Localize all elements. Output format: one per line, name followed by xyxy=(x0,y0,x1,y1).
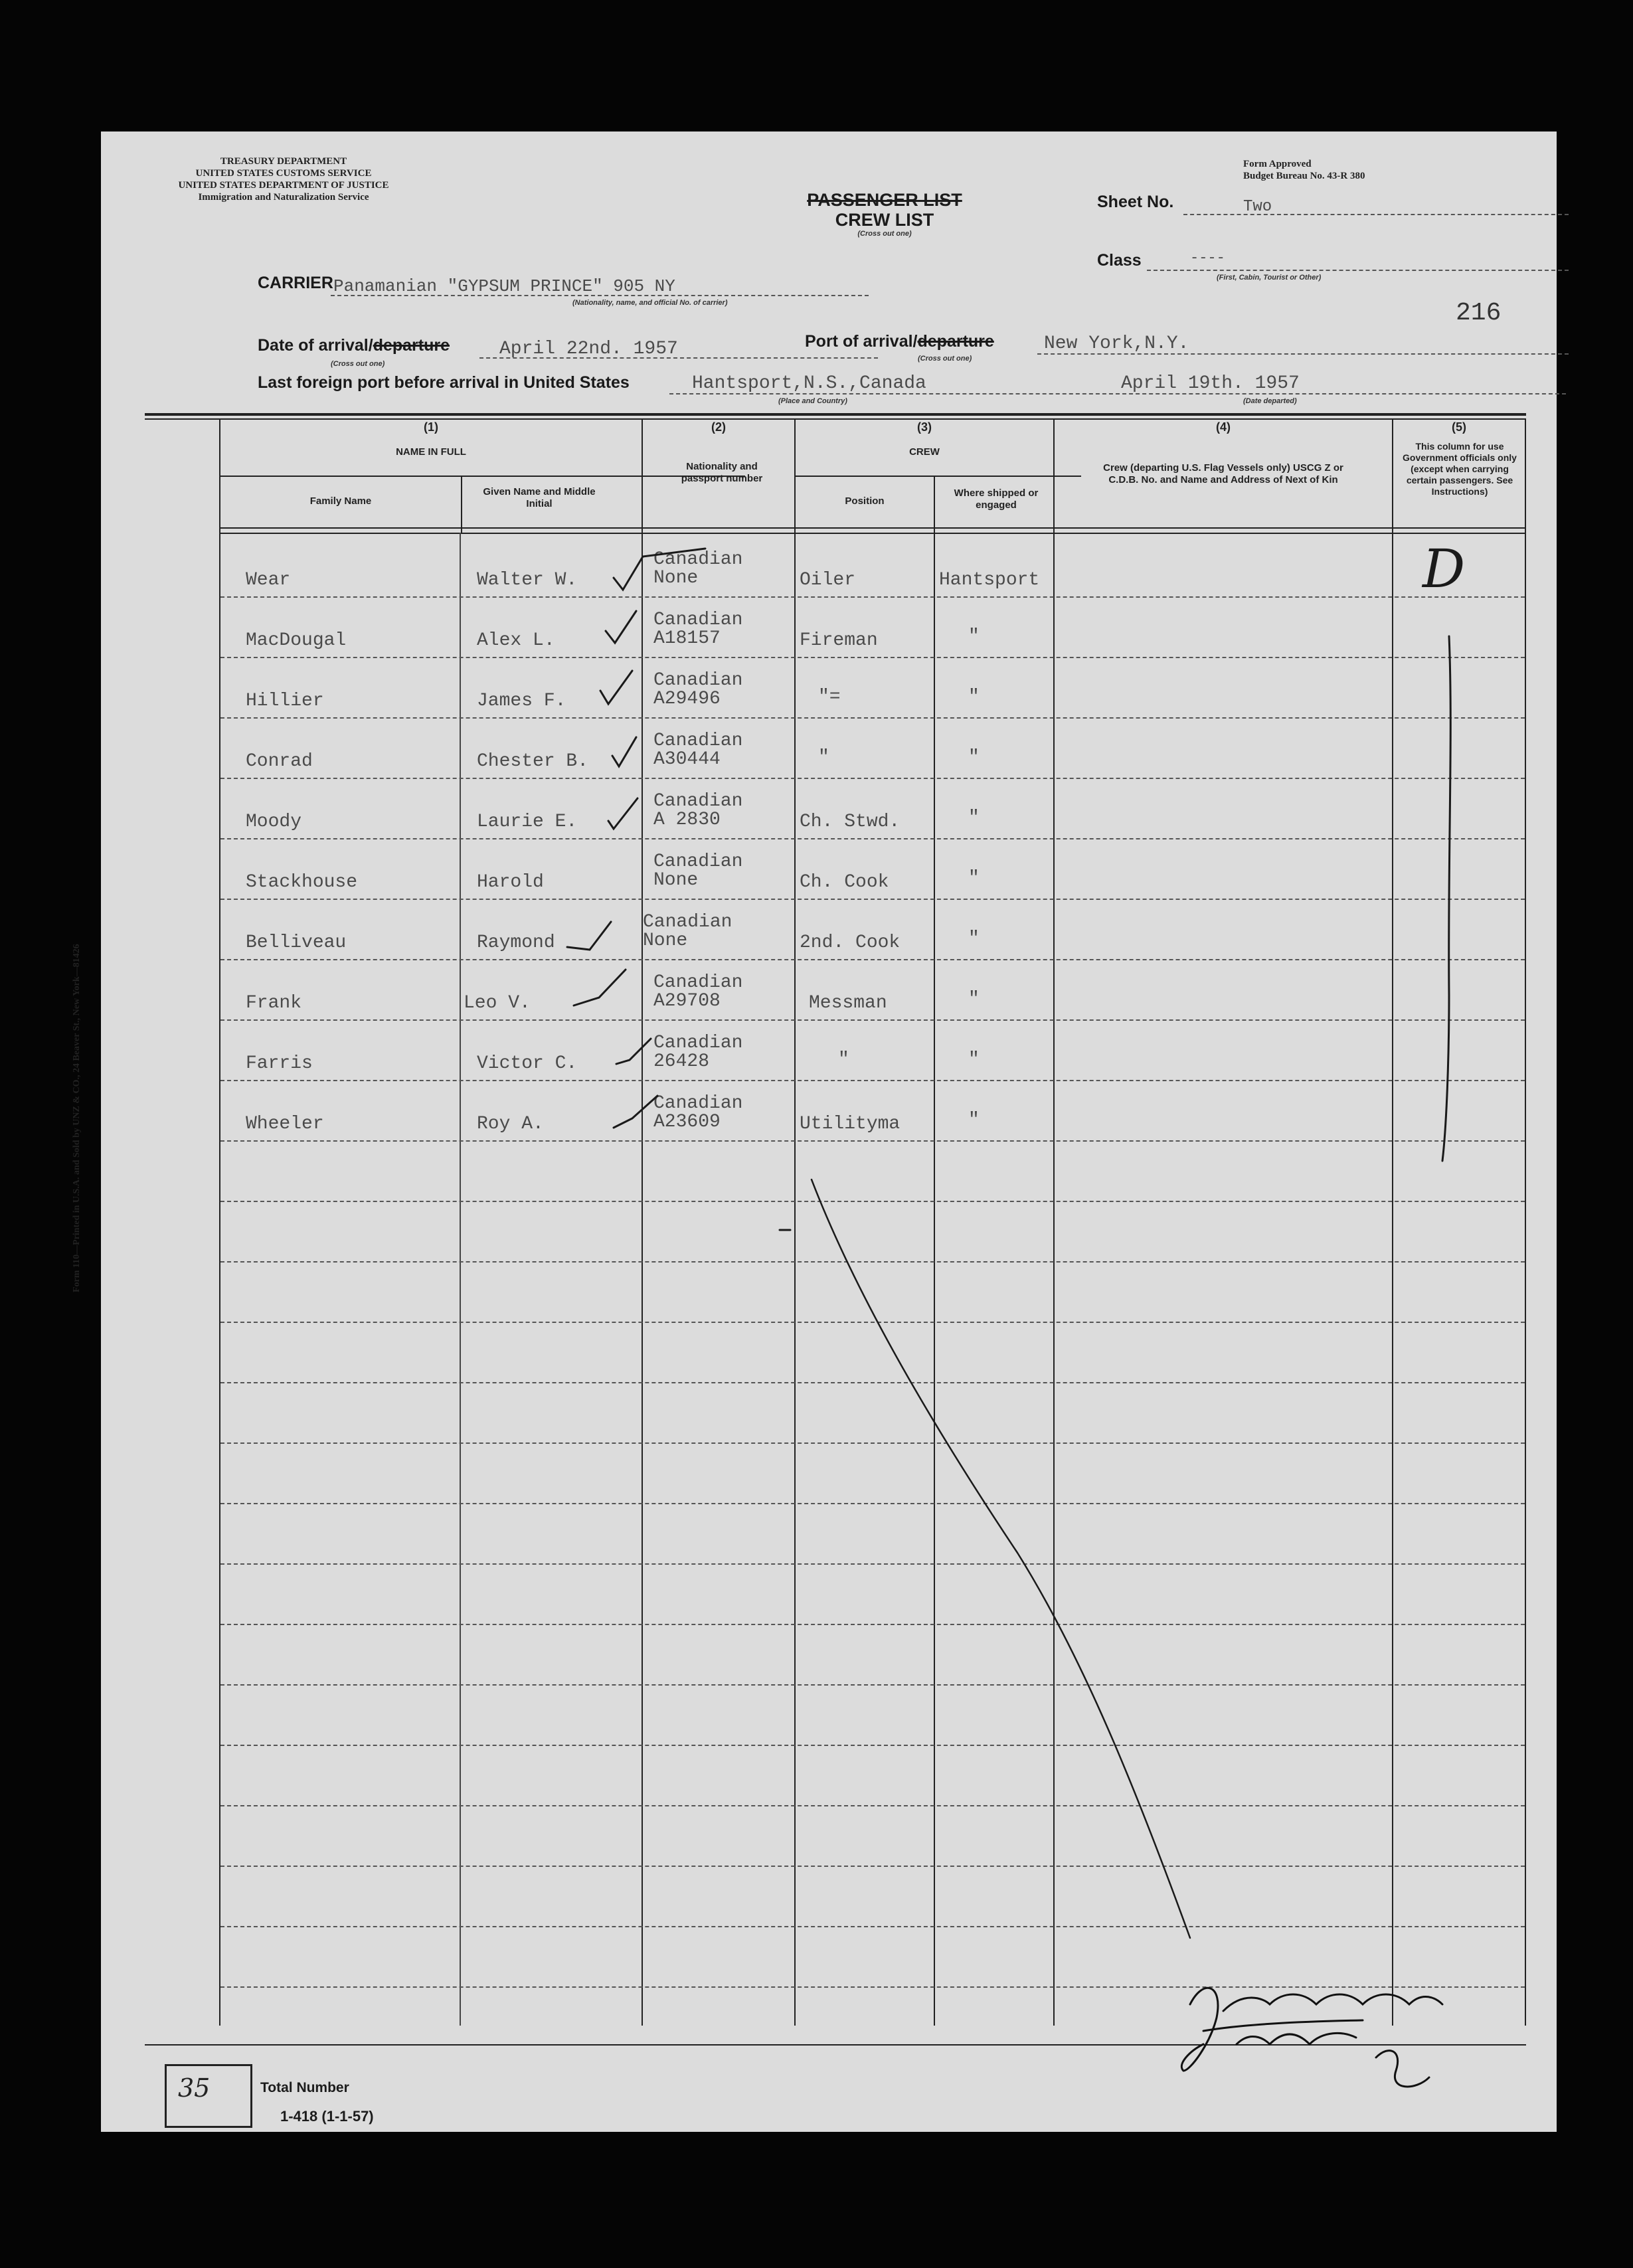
shipped-cell: " xyxy=(968,747,980,768)
family-name-cell: Stackhouse xyxy=(246,872,358,893)
given-name-cell: Leo V. xyxy=(464,993,531,1013)
departed-date-value: April 19th. 1957 xyxy=(1121,373,1300,394)
family-name-cell: Moody xyxy=(246,812,302,832)
position-cell: " xyxy=(818,747,829,768)
col3-num: (3) xyxy=(917,420,932,434)
col1-given-header: Given Name and Middle Initial xyxy=(483,486,596,509)
col2-title: Nationality and passport number xyxy=(681,461,763,484)
family-name-cell: Hillier xyxy=(246,691,324,711)
shipped-cell: " xyxy=(968,989,980,1009)
nationality-cell: Canadian xyxy=(653,851,743,872)
given-name-cell: Chester B. xyxy=(477,751,589,772)
nationality-cell: Canadian xyxy=(643,912,732,932)
date-of-arrival-value: April 22nd. 1957 xyxy=(499,339,678,359)
position-cell: Fireman xyxy=(800,630,878,651)
col5-title: This column for use Government officials only (except when carrying certain passengers. See Instructions) xyxy=(1403,441,1517,497)
carrier-label: CARRIER xyxy=(258,274,333,292)
family-name-cell: Frank xyxy=(246,993,302,1013)
given-name-cell: Raymond xyxy=(477,932,555,953)
position-cell: Ch. Stwd. xyxy=(800,812,901,832)
passport-cell: None xyxy=(653,568,699,588)
port-label-struck: departure xyxy=(917,332,994,351)
passport-cell: A 2830 xyxy=(653,810,721,830)
check-mark xyxy=(606,611,636,643)
check-mark xyxy=(574,970,626,1005)
position-cell: " xyxy=(838,1049,849,1070)
shipped-cell: Hantsport xyxy=(939,570,1040,590)
passport-cell: A29496 xyxy=(653,689,721,709)
page-number: 216 xyxy=(1456,299,1502,327)
position-cell: "= xyxy=(818,687,841,707)
col4-title: Crew (departing U.S. Flag Vessels only) USCG Z or C.D.B. No. and Name and Address of Next of Kin xyxy=(1103,462,1343,485)
family-name-cell: Conrad xyxy=(246,751,313,772)
col5-num: (5) xyxy=(1452,420,1466,434)
col3-shipped-header: Where shipped or engaged xyxy=(954,487,1039,511)
shipped-cell: " xyxy=(968,868,980,889)
check-mark xyxy=(614,549,705,590)
col1-title: NAME IN FULL xyxy=(396,446,466,458)
date-label-prefix: Date of arrival/ xyxy=(258,336,373,355)
shipped-cell: " xyxy=(968,808,980,828)
sheet-no-label: Sheet No. xyxy=(1097,193,1174,211)
given-name-cell: Harold xyxy=(477,872,544,893)
cancel-line xyxy=(812,1179,1190,1938)
check-marks xyxy=(101,131,1557,2132)
nationality-cell: Canadian xyxy=(653,1093,743,1114)
budget-bureau: Budget Bureau No. 43-R 380 xyxy=(1243,171,1365,181)
position-cell: 2nd. Cook xyxy=(800,932,901,953)
given-name-cell: Victor C. xyxy=(477,1053,578,1074)
passport-cell: 26428 xyxy=(653,1051,710,1072)
nationality-cell: Canadian xyxy=(653,731,743,751)
passport-cell: None xyxy=(643,930,688,951)
last-foreign-port-value: Hantsport,N.S.,Canada xyxy=(692,373,926,394)
check-mark xyxy=(612,737,636,766)
family-name-cell: Farris xyxy=(246,1053,313,1074)
given-name-cell: James F. xyxy=(477,691,566,711)
port-cross-out-note: (Cross out one) xyxy=(918,355,972,363)
departed-note: (Date departed) xyxy=(1243,397,1297,405)
official-mark: D xyxy=(1422,538,1466,600)
date-cross-out-note: (Cross out one) xyxy=(331,360,385,368)
nationality-cell: Canadian xyxy=(653,972,743,993)
nationality-cell: Canadian xyxy=(653,670,743,691)
family-name-cell: Belliveau xyxy=(246,932,347,953)
family-name-cell: Wear xyxy=(246,570,291,590)
given-name-cell: Alex L. xyxy=(477,630,555,651)
check-mark xyxy=(614,1096,657,1128)
nationality-cell: Canadian xyxy=(653,791,743,812)
nationality-cell: Canadian xyxy=(653,610,743,630)
given-name-cell: Walter W. xyxy=(477,570,578,590)
total-number-label: Total Number xyxy=(260,2080,349,2095)
check-mark xyxy=(616,1039,651,1064)
shipped-cell: " xyxy=(968,928,980,949)
shipped-cell: " xyxy=(968,687,980,707)
last-foreign-port-label: Last foreign port before arrival in United States xyxy=(258,373,630,392)
shipped-cell: " xyxy=(968,1049,980,1070)
carrier-note: (Nationality, name, and official No. of carrier) xyxy=(572,299,728,307)
family-name-cell: Wheeler xyxy=(246,1114,324,1134)
col1-num: (1) xyxy=(424,420,438,434)
passport-cell: A18157 xyxy=(653,628,721,649)
passenger-list-title: PASSENGER LIST xyxy=(807,190,962,210)
passport-cell: A30444 xyxy=(653,749,721,770)
agency-line-4: Immigration and Naturalization Service xyxy=(198,192,369,203)
check-mark xyxy=(608,798,638,829)
col3-position-header: Position xyxy=(845,495,885,507)
col2-num: (2) xyxy=(711,420,726,434)
nationality-cell: Canadian xyxy=(653,1033,743,1053)
nationality-cell: Canadian xyxy=(653,549,743,570)
passport-cell: A29708 xyxy=(653,991,721,1011)
form-approved: Form Approved xyxy=(1243,159,1312,169)
port-label-prefix: Port of arrival/ xyxy=(805,332,918,351)
carrier-value: Panamanian "GYPSUM PRINCE" 905 NY xyxy=(333,276,675,296)
last-port-note: (Place and Country) xyxy=(778,397,847,405)
position-cell: Oiler xyxy=(800,570,856,590)
form-code: 1-418 (1-1-57) xyxy=(280,2108,374,2125)
position-cell: Utilityma xyxy=(800,1114,901,1134)
passport-cell: None xyxy=(653,870,699,891)
check-mark xyxy=(567,922,611,950)
shipped-cell: " xyxy=(968,626,980,647)
col4-num: (4) xyxy=(1216,420,1231,434)
agency-line-3: UNITED STATES DEPARTMENT OF JUSTICE xyxy=(178,180,389,191)
crew-list-title: CREW LIST xyxy=(835,210,934,230)
agency-line-2: UNITED STATES CUSTOMS SERVICE xyxy=(195,168,372,179)
sheet-no-value: Two xyxy=(1243,198,1272,216)
shipped-cell: " xyxy=(968,1110,980,1130)
check-mark xyxy=(600,671,632,704)
list-cross-out-note: (Cross out one) xyxy=(857,230,912,238)
class-value: ---- xyxy=(1190,250,1225,266)
family-name-cell: MacDougal xyxy=(246,630,347,651)
given-name-cell: Laurie E. xyxy=(477,812,578,832)
col1-family-header: Family Name xyxy=(309,495,372,507)
official-bracket xyxy=(1442,636,1450,1161)
form-sheet: TREASURY DEPARTMENT UNITED STATES CUSTOMS SERVICE UNITED STATES DEPARTMENT OF JUSTICE Immigration and Naturalization Service Form Approved Budget Bureau No. 43-R 380 PASSENGER LIST CREW LIST (Cross out one) Sheet No. Two Class ---- (First, Cabin, Tourist or Other) 216 CARRIER Panamanian "GYPSUM PRINCE" 905 NY (Nationality, name, and official No. of carrier) Date of arrival/departure April 22nd. 1957 (Cross out one) Port of arrival/departure New York,N.Y. (Cross out one) Last foreign port before arrival in United States Hantsport,N.S.,Canada (Place and Country) April 19th. 1957 (Date departed) (1) NAME IN FULL Family Name Given Name and Middle Initial (2) Nationality and passport number (3) CREW Position Where shipped or engaged (4) Crew (departing U.S. Flag Vessels only) USCG Z or C.D.B. No. and Name and Address of Next of Kin (5) This column for use Government officials only (except when carrying certain passengers. See Instructions) Wear Walter W. Canadian None Oiler Hantsport MacDougal Alex L. Canadian A18157 Fireman " Hillier James F. Canadian A29496 "= " Conrad Chester B. Canadian A30444 " " Moody Laurie E. Canadian A 2830 Ch. Stwd. " Stackhouse Harold Canadian None Ch. Cook " Belliveau Raymond Canadian None 2nd. Cook " Frank Leo V. Canadian A29708 Messman " Farris Victor C. Canadian 26428 " " Wheeler Roy A. Canadian A23609 Utilityma " D 35 Total Number 1-418 (1-1-57) Form 110—Printed in U.S.A. and Sold by UNZ & CO., 24 Beaver St., New York—81426 xyxy=(101,131,1557,2132)
port-of-arrival-value: New York,N.Y. xyxy=(1044,333,1189,354)
given-name-cell: Roy A. xyxy=(477,1114,544,1134)
class-label: Class xyxy=(1097,251,1142,270)
agency-line-1: TREASURY DEPARTMENT xyxy=(220,156,347,167)
col3-title: CREW xyxy=(909,446,940,458)
total-box-value: 35 xyxy=(178,2073,211,2103)
position-cell: Messman xyxy=(809,993,887,1013)
date-label-struck: departure xyxy=(373,336,450,355)
position-cell: Ch. Cook xyxy=(800,872,889,893)
passport-cell: A23609 xyxy=(653,1112,721,1132)
class-note: (First, Cabin, Tourist or Other) xyxy=(1217,274,1322,282)
signature xyxy=(1163,1964,1469,2111)
